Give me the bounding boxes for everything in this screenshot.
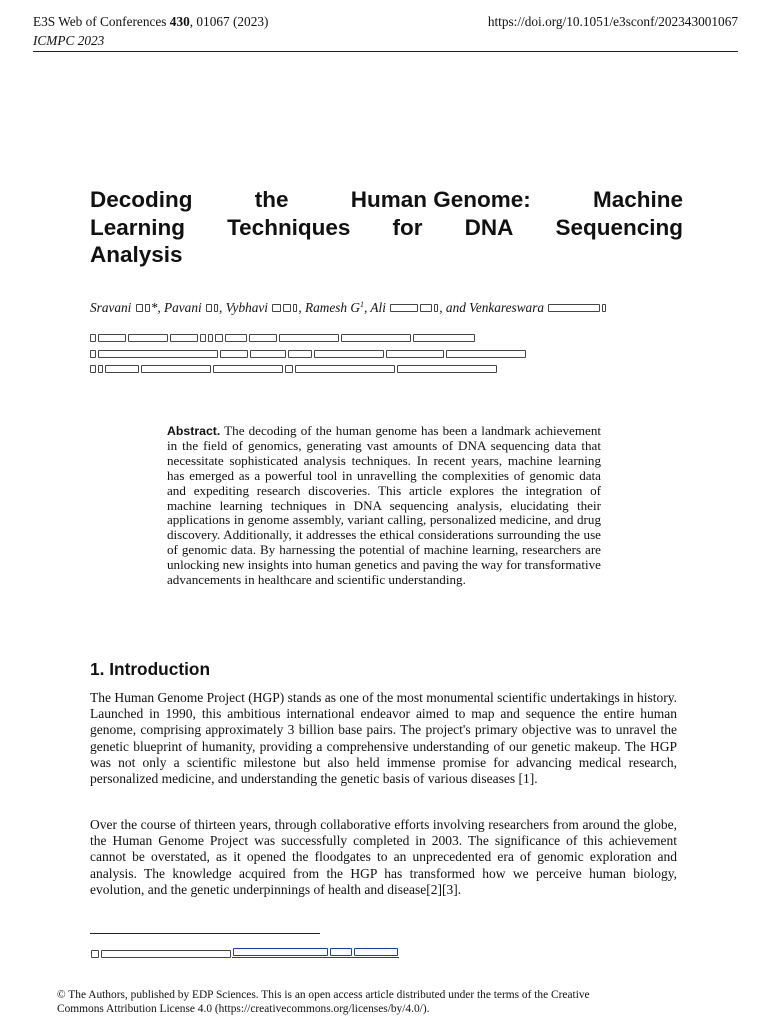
obscured-text [213,365,283,373]
footnote-divider [90,933,320,934]
obscured-text [215,334,223,342]
obscured-text [128,334,168,342]
obscured-text [250,350,286,358]
author-list: Sravani *, Pavani , Vybhavi , Ramesh $G^1$, Ali , and Venkareswara [90,300,607,316]
section-heading: 1. Introduction [90,659,210,679]
paragraph: Over the course of thirteen years, through collaborative efforts involving researchers from around the globe, the Human Genome Project was successfully completed in 2003. The significance of this achievement cannot be overstated, as it opened the floodgates to an unprecedented era of genomic exploration and analysis. The knowledge acquired from the HGP has transformed how we perceive human biology, evolution, and the genetic underpinnings of health and disease[2][3]. [90,817,677,897]
license-line: © The Authors, published by EDP Sciences. This is an open access article distributed under the terms of the Creative [57,989,590,1001]
obscured-text [279,334,339,342]
license-footer [57,989,712,1016]
running-header [33,12,268,50]
obscured-text [98,334,126,342]
paper-title [90,186,683,269]
obscured-text [220,350,248,358]
journal-citation: E3S Web of Conferences 430, 01067 (2023) [33,14,269,29]
paragraph: The Human Genome Project (HGP) stands as one of the most monumental scientific undertakings in history. Launched in 1990, this ambitious international endeavor aimed to map and sequence the entire human genome, comprising approximately 3 billion base pairs. The project's primary objective was to unravel the genetic blueprint of humanity, providing a comprehensive understanding of our genetic makeup. The HGP was not only a scientific milestone but also held immense promise for advancing medical research, personalized medicine, and understanding the genetic basis of various diseases [1]. [90,690,678,787]
affiliation-line [90,349,526,359]
title-line-3: Analysis [90,242,183,267]
obscured-text [98,365,103,373]
abstract [167,424,601,588]
conference-name: ICMPC 2023 [33,33,105,48]
obscured-text [249,334,277,342]
abstract-label: Abstract. [167,424,221,438]
obscured-text [90,350,96,358]
obscured-text [285,365,293,373]
obscured-text [314,350,384,358]
obscured-text [397,365,497,373]
obscured-text [90,334,96,342]
header-divider [33,51,738,52]
obscured-text [295,365,395,373]
abstract-text: The decoding of the human genome has been a landmark achievement in the field of genomics, generating vast amounts of DNA sequencing data that necessitate sophisticated analysis techniques. In recent years, machine learning has emerged as a powerful tool in unravelling the complexities of genomic data and expediting research discoveries. This article explores the integration of machine learning techniques in DNA sequencing analysis, elucidating their applications in genome assembly, variant calling, personalized medicine, and drug discovery. Additionally, it addresses the ethical considerations surrounding the use of genomic data. By harnessing the potential of machine learning, researchers are unlocking new insights into human genetics and paving the way for transformative advancements in healthcare and scientific understanding. [167,423,601,588]
obscured-text [413,334,475,342]
obscured-text [386,350,444,358]
obscured-text [98,350,218,358]
obscured-text [446,350,526,358]
affiliation-line [90,364,526,374]
obscured-text [141,365,211,373]
obscured-text [105,365,139,373]
license-line: Commons Attribution License 4.0 (https://creativecommons.org/licenses/by/4.0/). [57,1002,430,1015]
title-line-1: Decoding the Human Genome: Machine [90,187,683,212]
title-line-2: Learning Techniques for DNA Sequencing [90,214,683,240]
obscured-text [200,334,206,342]
affiliation-line [90,333,526,343]
obscured-text [225,334,247,342]
affiliations [90,333,526,380]
obscured-text [341,334,411,342]
volume-number: 430 [169,14,190,29]
author-email-link[interactable] [232,948,399,958]
obscured-text [208,334,213,342]
obscured-text [170,334,198,342]
doi-link[interactable]: https://doi.org/10.1051/e3sconf/202343001067 [487,14,738,29]
obscured-text [90,365,96,373]
footnote [90,944,399,958]
obscured-text [288,350,312,358]
